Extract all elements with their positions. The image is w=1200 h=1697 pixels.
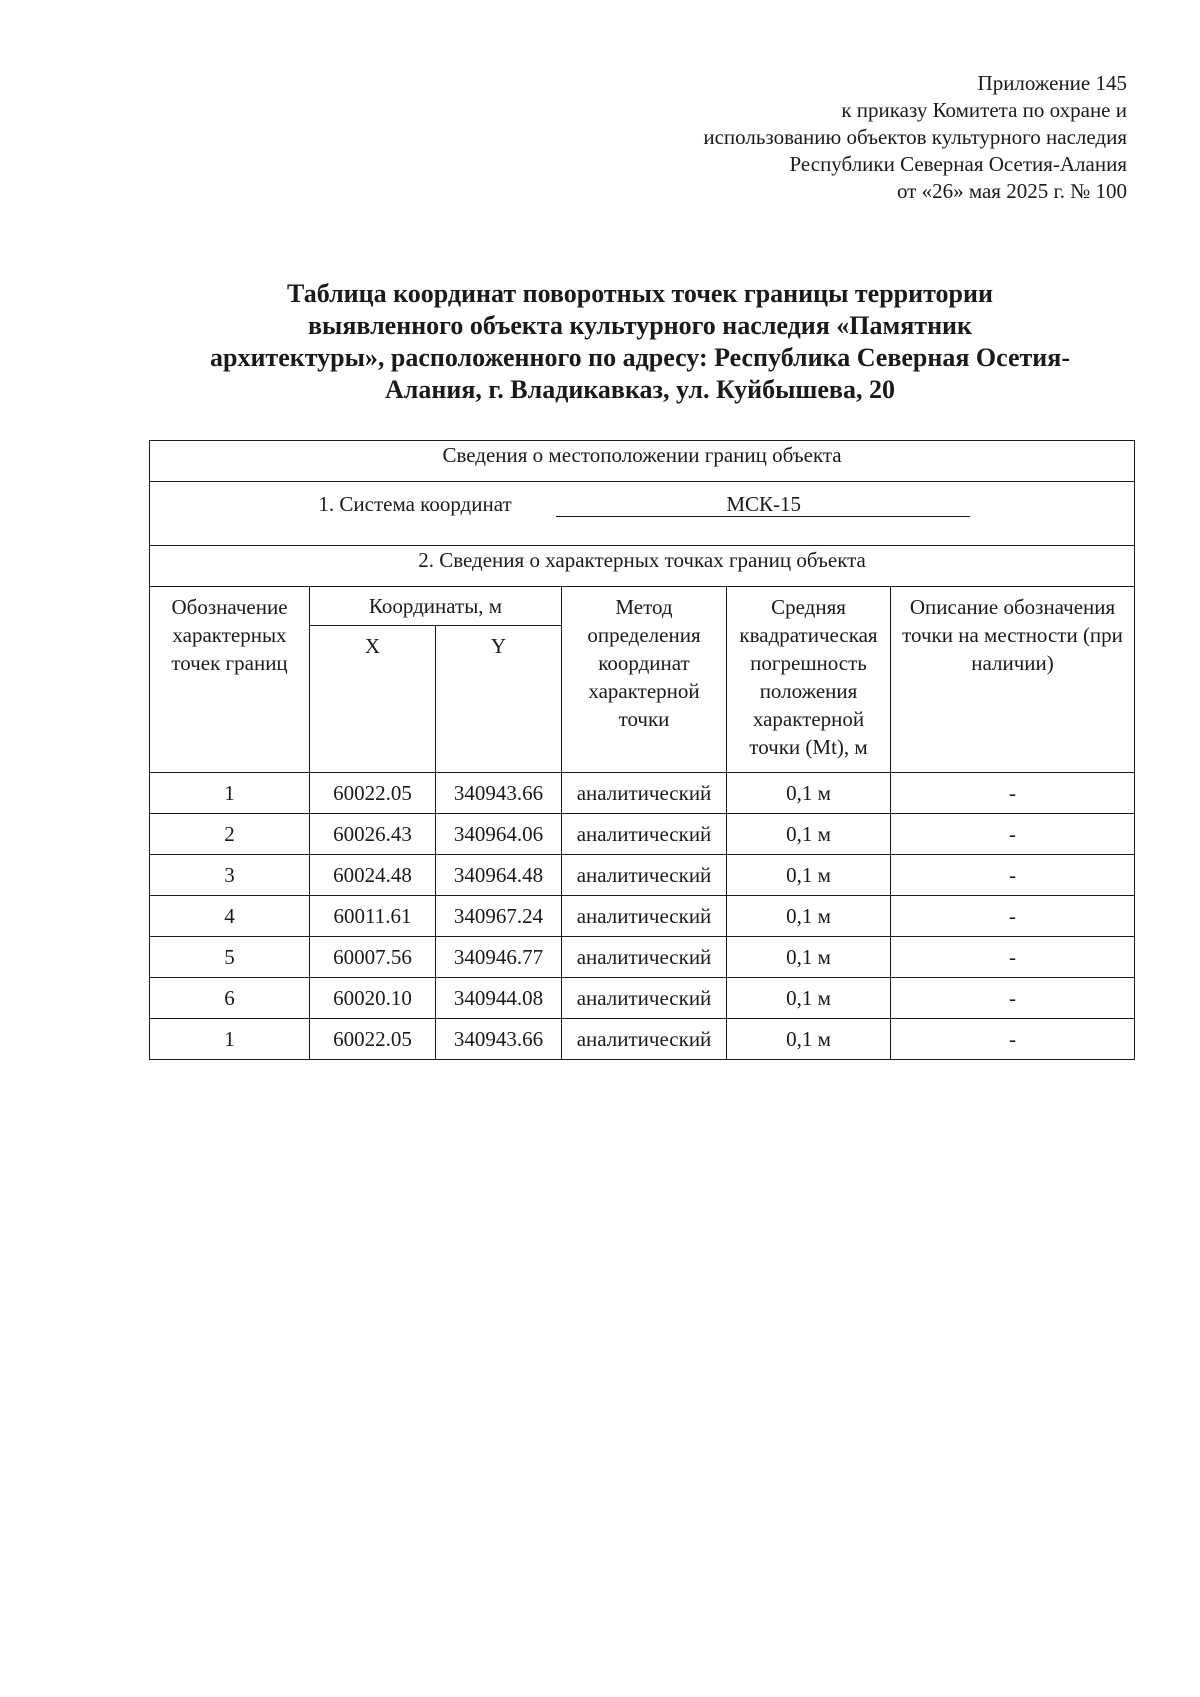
title-line: Таблица координат поворотных точек границы территории (287, 279, 993, 308)
cell-error: 0,1 м (727, 937, 891, 978)
cell-method: аналитический (562, 896, 727, 937)
cell-description: - (891, 855, 1135, 896)
cell-error: 0,1 м (727, 978, 891, 1019)
header-y: Y (436, 626, 562, 773)
cell-point: 1 (150, 1019, 310, 1060)
cell-method: аналитический (562, 855, 727, 896)
section-title-row (150, 441, 1135, 482)
cell-method: аналитический (562, 773, 727, 814)
cell-y: 340946.77 (436, 937, 562, 978)
points-title: 2. Сведения о характерных точках границ объекта (150, 546, 1135, 587)
cell-method: аналитический (562, 814, 727, 855)
cell-description: - (891, 896, 1135, 937)
header-description: Описание обозначения точки на местности (при наличии) (891, 587, 1135, 773)
cell-error: 0,1 м (727, 896, 891, 937)
coordinate-system-value: МСК-15 (556, 492, 970, 517)
cell-error: 0,1 м (727, 855, 891, 896)
cell-point: 3 (150, 855, 310, 896)
cell-error: 0,1 м (727, 773, 891, 814)
header-x: X (310, 626, 436, 773)
cell-y: 340964.48 (436, 855, 562, 896)
cell-point: 5 (150, 937, 310, 978)
title-line: архитектуры», расположенного по адресу: Республика Северная Осетия- (209, 343, 1071, 372)
header-error: Средняя квадратическая погрешность положения характерной точки (Mt), м (727, 587, 891, 773)
points-title-row (150, 546, 1135, 587)
cell-y: 340964.06 (436, 814, 562, 855)
cell-description: - (891, 978, 1135, 1019)
cell-description: - (891, 773, 1135, 814)
table-row (150, 773, 1135, 814)
cell-method: аналитический (562, 937, 727, 978)
coordinate-system-row (150, 482, 1135, 546)
cell-description: - (891, 814, 1135, 855)
cell-error: 0,1 м (727, 1019, 891, 1060)
table-row (150, 814, 1135, 855)
cell-method: аналитический (562, 978, 727, 1019)
cell-error: 0,1 м (727, 814, 891, 855)
appendix-line: Республики Северная Осетия-Алания (789, 152, 1127, 176)
cell-x: 60011.61 (310, 896, 436, 937)
table-row (150, 937, 1135, 978)
cell-description: - (891, 937, 1135, 978)
table-row (150, 896, 1135, 937)
cell-point: 1 (150, 773, 310, 814)
title-line: выявленного объекта культурного наследия «Памятник (307, 311, 973, 340)
cell-x: 60007.56 (310, 937, 436, 978)
cell-description: - (891, 1019, 1135, 1060)
cell-point: 4 (150, 896, 310, 937)
table-row (150, 978, 1135, 1019)
cell-y: 340967.24 (436, 896, 562, 937)
cell-y: 340943.66 (436, 1019, 562, 1060)
cell-x: 60026.43 (310, 814, 436, 855)
header-row (150, 587, 1135, 626)
coordinate-system-cell (150, 482, 1135, 546)
appendix-line: Приложение 145 (977, 71, 1127, 95)
cell-x: 60022.05 (310, 1019, 436, 1060)
cell-y: 340943.66 (436, 773, 562, 814)
cell-x: 60020.10 (310, 978, 436, 1019)
appendix-line: использованию объектов культурного наследия (703, 125, 1127, 149)
document-title (150, 278, 1130, 406)
table-row (150, 855, 1135, 896)
appendix-line: к приказу Комитета по охране и (841, 98, 1127, 122)
title-line: Алания, г. Владикавказ, ул. Куйбышева, 20 (385, 375, 895, 404)
appendix-header (703, 70, 1127, 205)
header-method: Метод определения координат характерной точки (562, 587, 727, 773)
cell-x: 60022.05 (310, 773, 436, 814)
cell-x: 60024.48 (310, 855, 436, 896)
table-row (150, 1019, 1135, 1060)
data-rows (150, 773, 1135, 1060)
header-designation: Обозначение характерных точек границ (150, 587, 310, 773)
cell-y: 340944.08 (436, 978, 562, 1019)
cell-method: аналитический (562, 1019, 727, 1060)
appendix-date-line: от «26» мая 2025 г. № 100 (896, 179, 1127, 203)
coordinate-system-label: 1. Система координат (318, 492, 512, 516)
cell-point: 6 (150, 978, 310, 1019)
header-coordinates: Координаты, м (310, 587, 562, 626)
cell-point: 2 (150, 814, 310, 855)
section-title: Сведения о местоположении границ объекта (150, 441, 1135, 482)
coordinates-table (149, 440, 1135, 1060)
